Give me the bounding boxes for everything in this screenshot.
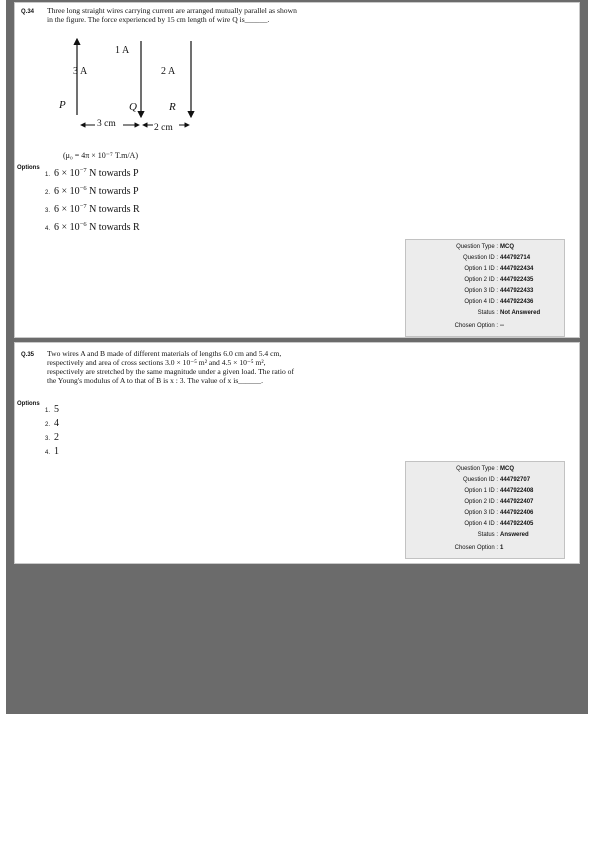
- wire-label-r: R: [169, 101, 176, 113]
- options-label: Options: [17, 165, 40, 171]
- option-3[interactable]: 3. 2: [45, 432, 60, 443]
- option-1[interactable]: 1. $6 \times 10^{-7}$ N towards P: [45, 167, 139, 179]
- current-label-p: 3 A: [73, 66, 88, 77]
- distance-label-pq: 3 cm: [97, 119, 116, 129]
- status-badge: Answered: [500, 532, 529, 538]
- question-card-35: [14, 342, 580, 564]
- option-3[interactable]: 3. $6 \times 10^{-7}$ N towards R: [45, 203, 140, 215]
- wire-label-p: P: [59, 99, 66, 111]
- question-number: Q.34: [21, 9, 35, 15]
- wire-label-q: Q: [129, 101, 137, 113]
- question-number: Q.35: [21, 352, 35, 358]
- option-1[interactable]: 1. 5: [45, 404, 60, 415]
- given-constant: (μ₀ = 4π × 10⁻⁷ T.m/A): [63, 151, 138, 160]
- option-4[interactable]: 4. 1: [45, 446, 60, 457]
- question-card-34: [14, 2, 580, 338]
- option-4[interactable]: 4. $6 \times 10^{-6}$ N towards R: [45, 221, 140, 233]
- distance-label-qr: 2 cm: [154, 123, 173, 133]
- current-label-r: 2 A: [161, 66, 176, 77]
- question-text: Two wires A and B made of different materials of lengths 6.0 cm and 5.4 cm, respectively and area of cross sections 3.0 × 10⁻⁵ m² and 4.5 × 10⁻⁵ m², respectively are stretched by the same magnitude under a given load. The ratio of the Young's modulus of A to that of B is x : 3. The value of x is______.: [47, 349, 294, 385]
- option-2[interactable]: 2. 4: [45, 418, 60, 429]
- question-text: Three long straight wires carrying current are arranged mutually parallel as shown in the figure. The force experienced by 15 cm length of wire Q is______.: [47, 6, 297, 24]
- question-meta-panel: Question Type : MCQ Question ID : 444792707 Option 1 ID : 4447922408 Option 2 ID : 4447922407 Option 3 ID : 4447922406 Option 4 ID : 4447922405 Status : Answered Chosen Option : 1: [405, 461, 565, 559]
- status-badge: Not Answered: [500, 310, 541, 316]
- current-label-q: 1 A: [115, 45, 130, 56]
- question-meta-panel: Question Type : MCQ Question ID : 444792714 Option 1 ID : 4447922434 Option 2 ID : 4447922435 Option 3 ID : 4447922433 Option 4 ID : 4447922436 Status : Not Answered Chosen Option : --: [405, 239, 565, 337]
- option-2[interactable]: 2. $6 \times 10^{-6}$ N towards P: [45, 185, 139, 197]
- options-label: Options: [17, 401, 40, 407]
